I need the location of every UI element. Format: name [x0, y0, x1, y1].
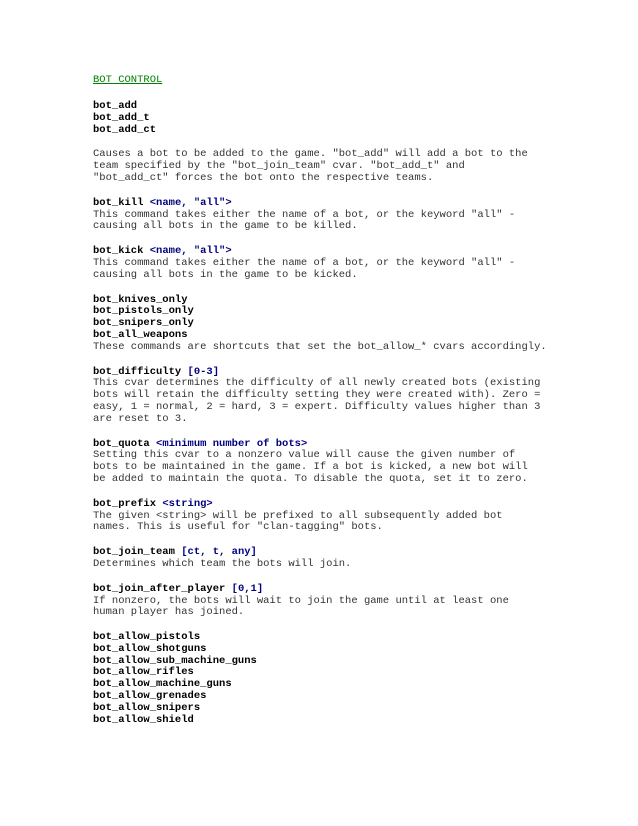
- command-signature: [93, 499, 613, 511]
- bot-weapons-only-block: [93, 295, 613, 354]
- description-line: human player has joined.: [93, 606, 245, 619]
- bot-join-after-player-block: [93, 584, 613, 619]
- command-args: <minimum number of bots>: [156, 437, 308, 450]
- command-name: bot_allow_pistols: [93, 631, 201, 644]
- description-line: Determines which team the bots will join.: [93, 557, 352, 570]
- description-line: bots will retain the difficulty setting they were created with). Zero =: [93, 389, 541, 402]
- document-page: [93, 74, 613, 739]
- bot-allow-block: [93, 632, 613, 726]
- description-line: easy, 1 = normal, 2 = hard, 3 = expert. Difficulty values higher than 3: [93, 400, 541, 413]
- bot-kill-block: [93, 198, 613, 233]
- command-args: <string>: [162, 497, 213, 510]
- command-name: bot_join_team: [93, 546, 175, 559]
- description-line: names. This is useful for "clan-tagging" bots.: [93, 521, 383, 534]
- command-name: bot_allow_sub_machine_guns: [93, 654, 257, 667]
- bot-prefix-block: [93, 499, 613, 534]
- command-signature: [93, 584, 613, 596]
- bot-add-description: [93, 149, 613, 184]
- command-args: [0-3]: [187, 365, 220, 378]
- bot-quota-block: [93, 439, 613, 486]
- description-line: causing all bots in the game to be kicked.: [93, 268, 358, 281]
- command-name: bot_join_after_player: [93, 582, 226, 595]
- description-line: This cvar determines the difficulty of all newly created bots (existing: [93, 377, 541, 390]
- command-args: <name, "all">: [149, 245, 232, 258]
- command-args: <name, "all">: [149, 196, 232, 209]
- bot-join-team-block: [93, 547, 613, 571]
- bot-add-block: [93, 101, 613, 136]
- description-line: This command takes either the name of a bot, or the keyword "all" -: [93, 208, 516, 221]
- bot-difficulty-block: [93, 367, 613, 426]
- description-line: causing all bots in the game to be killed.: [93, 220, 358, 233]
- command-name: bot_allow_machine_guns: [93, 678, 232, 691]
- command-name: bot_prefix: [93, 497, 157, 510]
- command-name: bot_allow_shield: [93, 713, 194, 726]
- command-name: bot_all_weapons: [93, 328, 188, 341]
- command-name: bot_allow_snipers: [93, 701, 201, 714]
- description-line: This command takes either the name of a bot, or the keyword "all" -: [93, 256, 516, 269]
- command-name: bot_kick: [93, 245, 144, 258]
- description-line: Setting this cvar to a nonzero value will cause the given number of: [93, 449, 516, 462]
- command-name: bot_kill: [93, 196, 144, 209]
- description-line: The given <string> will be prefixed to all subsequently added bot: [93, 509, 503, 522]
- command-name: bot_difficulty: [93, 365, 182, 378]
- command-args: [ct, t, any]: [181, 546, 257, 559]
- command-name: bot_allow_grenades: [93, 690, 207, 703]
- command-signature: [93, 198, 613, 210]
- description-line: be added to maintain the quota. To disable the quota, set it to zero.: [93, 472, 528, 485]
- command-name: bot_add: [93, 100, 138, 112]
- command-name: bot_add_t: [93, 111, 150, 124]
- command-name: bot_pistols_only: [93, 305, 194, 318]
- description-line: Causes a bot to be added to the game. "bot_add" will add a bot to the: [93, 148, 528, 161]
- description-line: team specified by the "bot_join_team" cvar. "bot_add_t" and: [93, 160, 465, 173]
- command-name: bot_snipers_only: [93, 317, 194, 330]
- section-title: BOT CONTROL: [93, 74, 163, 86]
- command-name: bot_allow_shotguns: [93, 642, 207, 655]
- description-line: are reset to 3.: [93, 412, 188, 425]
- description-line: "bot_add_ct" forces the bot onto the respective teams.: [93, 171, 434, 184]
- description-line: These commands are shortcuts that set the bot_allow_* cvars accordingly.: [93, 340, 547, 353]
- description-line: If nonzero, the bots will wait to join the game until at least one: [93, 594, 509, 607]
- command-args: [0,1]: [231, 582, 264, 595]
- command-name: bot_allow_rifles: [93, 666, 194, 679]
- command-name: bot_knives_only: [93, 293, 188, 306]
- description-line: bots to be maintained in the game. If a bot is kicked, a new bot will: [93, 461, 528, 474]
- command-name: bot_quota: [93, 437, 150, 450]
- bot-kick-block: [93, 246, 613, 281]
- command-name: bot_add_ct: [93, 123, 157, 136]
